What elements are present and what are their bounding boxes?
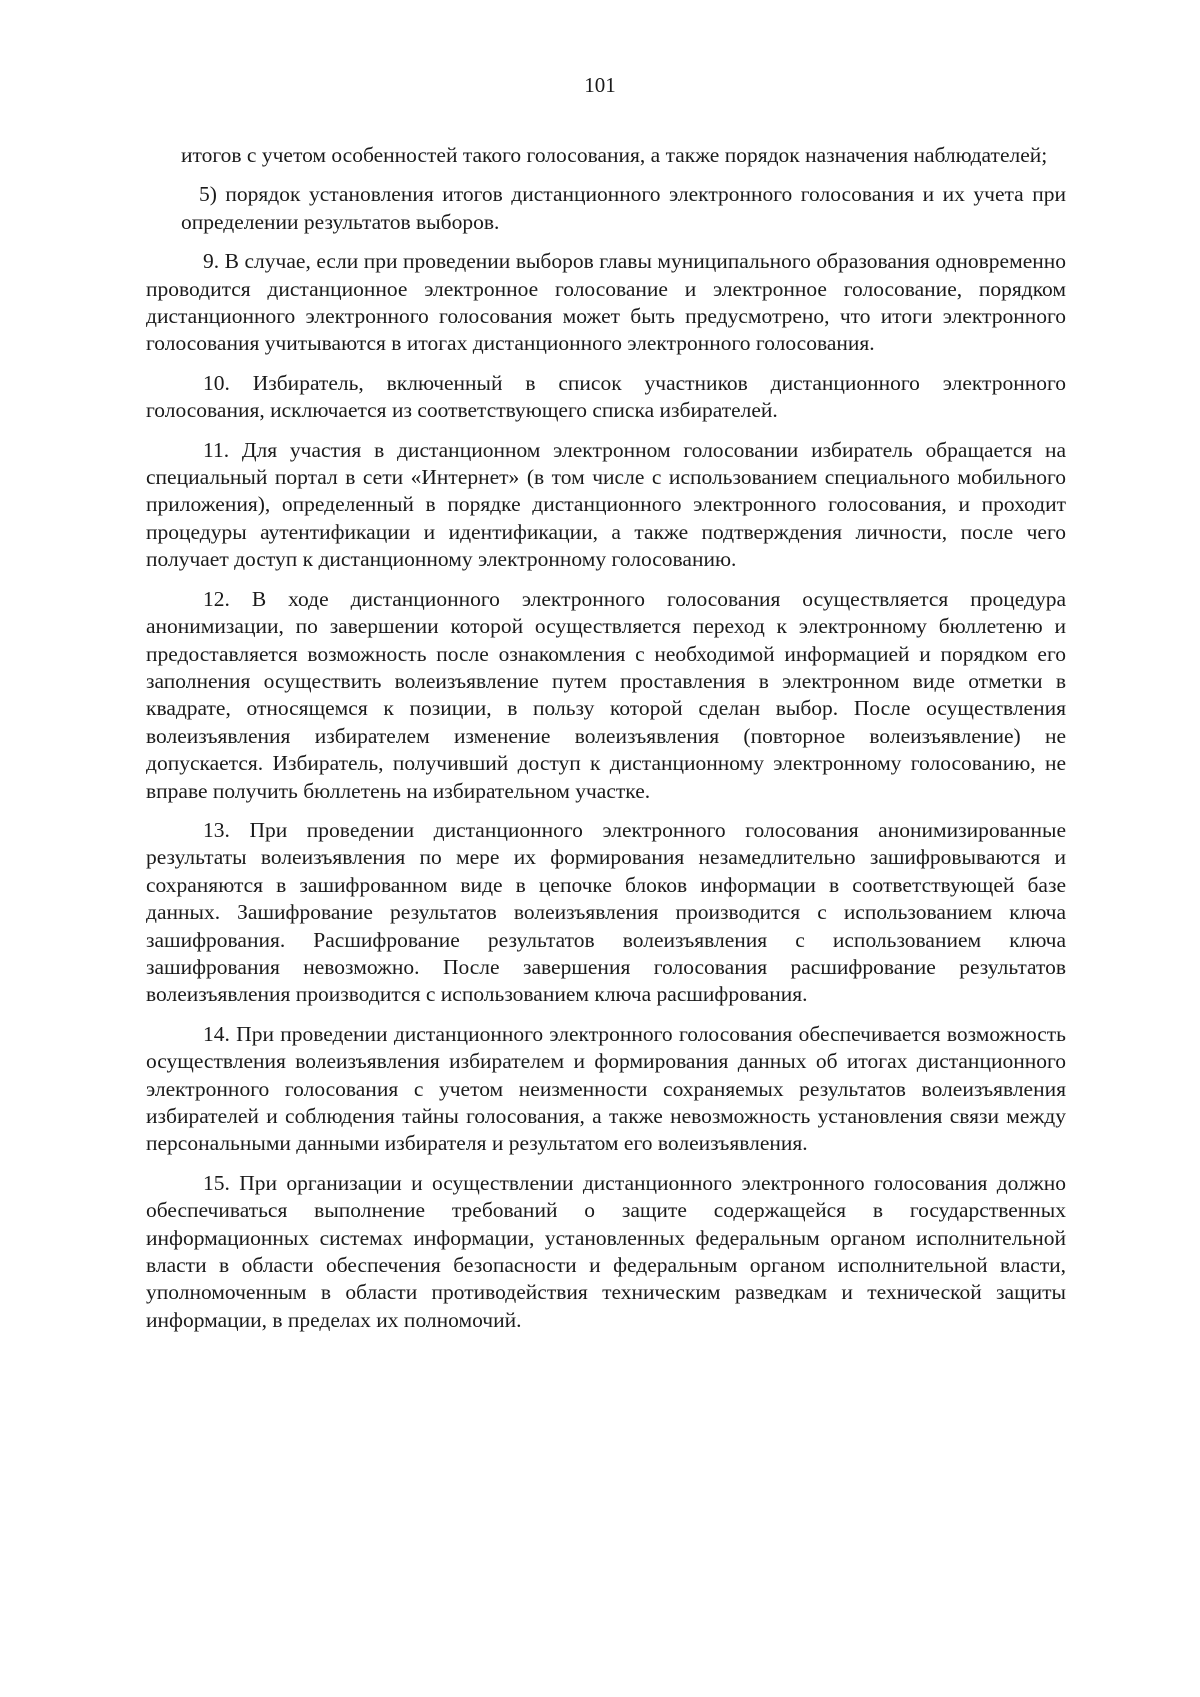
paragraph-15: 15. При организации и осуществлении дистанционного электронного голосования должно обеспечиваться выполнение требований о защите содержащейся в государственных информационных системах информации, установленных федеральным органом исполнительной власти в области обеспечения безопасности и федеральным органом исполнительной власти, уполномоченным в области противодействия техническим разведкам и технической защиты информации, в пределах их полномочий. <box>146 1170 1066 1332</box>
page-number: 101 <box>584 73 616 97</box>
paragraph-continuation: итогов с учетом особенностей такого голосования, а также порядок назначения наблюдателей; <box>181 143 1048 167</box>
paragraph-item-5: 5) порядок установления итогов дистанционного электронного голосования и их учета при определении результатов выборов. <box>181 182 1066 234</box>
paragraph-9: 9. В случае, если при проведении выборов главы муниципального образования одновременно проводится дистанционное электронное голосование и электронное голосование, порядком дистанционного электронного голосования может быть предусмотрено, что итоги электронного голосования учитываются в итогах дистанционного электронного голосования. <box>146 249 1066 356</box>
paragraph-13: 13. При проведении дистанционного электронного голосования анонимизированные результаты волеизъявления по мере их формирования незамедлительно зашифровываются и сохраняются в зашифрованном виде в цепочке блоков информации в соответствующей базе данных. Зашифрование результатов волеизъявления производится с использованием ключа зашифрования. Расшифрование результатов волеизъявления с использованием ключа зашифрования невозможно. После завершения голосования расшифрование результатов волеизъявления производится с использованием ключа расшифрования. <box>146 817 1066 1007</box>
paragraph-10: 10. Избиратель, включенный в список участников дистанционного электронного голосования, исключается из соответствующего списка избирателей. <box>146 370 1066 423</box>
document-body <box>146 142 1066 1346</box>
paragraph-11: 11. Для участия в дистанционном электронном голосовании избиратель обращается на специальный портал в сети «Интернет» (в том числе с использованием специального мобильного приложения), определенный в порядке дистанционного электронного голосования, и проходит процедуры аутентификации и идентификации, а также подтверждения личности, после чего получает доступ к дистанционному электронному голосованию. <box>146 437 1066 572</box>
paragraph-12: 12. В ходе дистанционного электронного голосования осуществляется процедура анонимизации, по завершении которой осуществляется переход к электронному бюллетеню и предоставляется возможность после ознакомления с необходимой информацией и порядком его заполнения осуществить волеизъявление путем проставления в электронном виде отметки в квадрате, относящемся к позиции, в пользу которой сделан выбор. После осуществления волеизъявления избирателем изменение волеизъявления (повторное волеизъявление) не допускается. Избиратель, получивший доступ к дистанционному электронному голосованию, не вправе получить бюллетень на избирательном участке. <box>146 586 1066 803</box>
paragraph-14: 14. При проведении дистанционного электронного голосования обеспечивается возможность осуществления волеизъявления избирателем и формирования данных об итогах дистанционного электронного голосования с учетом неизменности сохраняемых результатов волеизъявления избирателей и соблюдения тайны голосования, а также невозможность установления связи между персональными данными избирателя и результатом его волеизъявления. <box>146 1021 1066 1156</box>
